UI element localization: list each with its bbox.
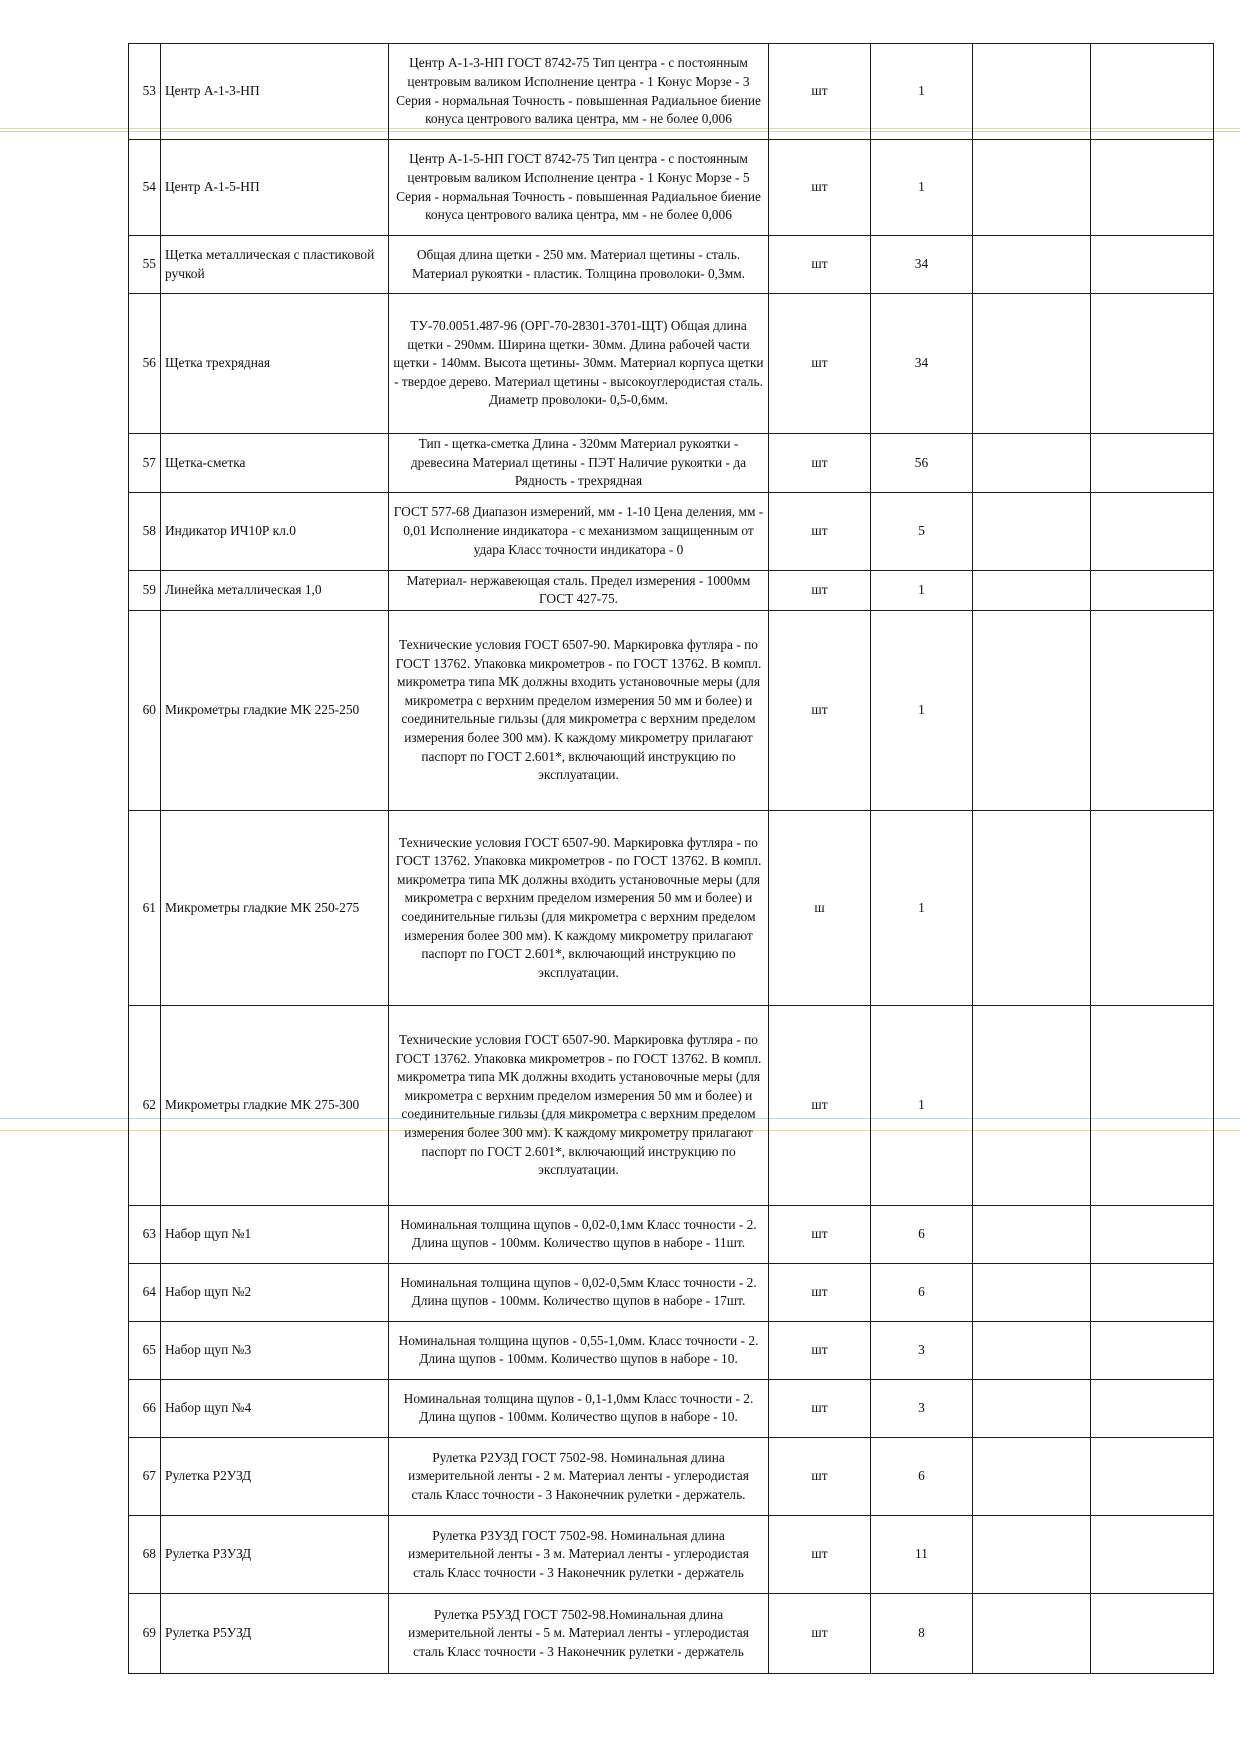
quantity-cell: 34	[871, 236, 973, 294]
empty-cell	[1091, 1205, 1214, 1263]
empty-cell	[973, 1005, 1091, 1205]
quantity-cell: 6	[871, 1205, 973, 1263]
quantity-cell: 1	[871, 44, 973, 140]
table-row	[129, 1321, 1214, 1379]
item-name-cell: Набор щуп №2	[161, 1263, 389, 1321]
item-name-cell: Набор щуп №1	[161, 1205, 389, 1263]
quantity-cell: 5	[871, 492, 973, 570]
table-row	[129, 810, 1214, 1005]
item-description-cell: Рулетка Р2УЗД ГОСТ 7502-98. Номинальная длина измерительной ленты - 2 м. Материал ленты - углеродистая сталь Класс точности - 3 Наконечник рулетки - держатель.	[389, 1437, 769, 1515]
quantity-cell: 3	[871, 1379, 973, 1437]
row-number-cell: 53	[129, 44, 161, 140]
empty-cell	[1091, 294, 1214, 434]
quantity-cell: 6	[871, 1437, 973, 1515]
unit-cell: шт	[769, 1437, 871, 1515]
row-number-cell: 59	[129, 570, 161, 610]
empty-cell	[973, 294, 1091, 434]
empty-cell	[1091, 1005, 1214, 1205]
item-name-cell: Линейка металлическая 1,0	[161, 570, 389, 610]
item-description-cell: Номинальная толщина щупов - 0,02-0,1мм Класс точности - 2. Длина щупов - 100мм. Количество щупов в наборе - 11шт.	[389, 1205, 769, 1263]
item-description-cell: Материал- нержавеющая сталь. Предел измерения - 1000мм ГОСТ 427-75.	[389, 570, 769, 610]
table-row	[129, 1205, 1214, 1263]
row-number-cell: 66	[129, 1379, 161, 1437]
unit-cell: шт	[769, 236, 871, 294]
empty-cell	[1091, 1263, 1214, 1321]
row-number-cell: 58	[129, 492, 161, 570]
row-number-cell: 60	[129, 610, 161, 810]
row-number-cell: 62	[129, 1005, 161, 1205]
empty-cell	[1091, 610, 1214, 810]
table-row	[129, 570, 1214, 610]
empty-cell	[973, 1263, 1091, 1321]
empty-cell	[973, 570, 1091, 610]
unit-cell: шт	[769, 1379, 871, 1437]
empty-cell	[973, 434, 1091, 493]
quantity-cell: 6	[871, 1263, 973, 1321]
empty-cell	[1091, 1321, 1214, 1379]
quantity-cell: 1	[871, 1005, 973, 1205]
item-name-cell: Щетка-сметка	[161, 434, 389, 493]
quantity-cell: 56	[871, 434, 973, 493]
item-name-cell: Микрометры гладкие МК 275-300	[161, 1005, 389, 1205]
empty-cell	[1091, 1437, 1214, 1515]
table-row	[129, 1437, 1214, 1515]
quantity-cell: 1	[871, 140, 973, 236]
row-number-cell: 65	[129, 1321, 161, 1379]
table-row	[129, 140, 1214, 236]
empty-cell	[1091, 236, 1214, 294]
quantity-cell: 8	[871, 1593, 973, 1673]
item-description-cell: Рулетка Р3УЗД ГОСТ 7502-98. Номинальная длина измерительной ленты - 3 м. Материал ленты - углеродистая сталь Класс точности - 3 Наконечник рулетки - держатель	[389, 1515, 769, 1593]
empty-cell	[1091, 44, 1214, 140]
table-row	[129, 1005, 1214, 1205]
item-description-cell: Технические условия ГОСТ 6507-90. Маркировка футляра - по ГОСТ 13762. Упаковка микрометров - по ГОСТ 13762. В компл. микрометра типа МК должны входить установочные меры (для микрометра с верхним пределом измерения 50 мм и более) и соединительные гильзы (для микрометра с верхним пределом измерения более 300 мм). К каждому микрометру прилагают паспорт по ГОСТ 2.601*, включающий инструкцию по эксплуатации.	[389, 610, 769, 810]
item-description-cell: Рулетка Р5УЗД ГОСТ 7502-98.Номинальная длина измерительной ленты - 5 м. Материал ленты - углеродистая сталь Класс точности - 3 Наконечник рулетки - держатель	[389, 1593, 769, 1673]
table-row	[129, 1593, 1214, 1673]
quantity-cell: 34	[871, 294, 973, 434]
item-name-cell: Индикатор ИЧ10Р кл.0	[161, 492, 389, 570]
unit-cell: шт	[769, 1005, 871, 1205]
item-name-cell: Набор щуп №3	[161, 1321, 389, 1379]
row-number-cell: 55	[129, 236, 161, 294]
row-number-cell: 67	[129, 1437, 161, 1515]
empty-cell	[1091, 1593, 1214, 1673]
empty-cell	[973, 1515, 1091, 1593]
empty-cell	[1091, 140, 1214, 236]
unit-cell: шт	[769, 1321, 871, 1379]
row-number-cell: 61	[129, 810, 161, 1005]
table-row	[129, 610, 1214, 810]
table-row	[129, 294, 1214, 434]
item-name-cell: Щетка металлическая с пластиковой ручкой	[161, 236, 389, 294]
item-description-cell: Центр А-1-5-НП ГОСТ 8742-75 Тип центра - с постоянным центровым валиком Исполнение центра - 1 Конус Морзе - 5 Серия - нормальная Точность - повышенная Радиальное биение конуса центрового валика центра, мм - не более 0,006	[389, 140, 769, 236]
empty-cell	[973, 1593, 1091, 1673]
item-name-cell: Микрометры гладкие МК 225-250	[161, 610, 389, 810]
quantity-cell: 1	[871, 610, 973, 810]
table-row	[129, 1263, 1214, 1321]
empty-cell	[973, 810, 1091, 1005]
unit-cell: шт	[769, 1205, 871, 1263]
unit-cell: шт	[769, 1593, 871, 1673]
unit-cell: шт	[769, 492, 871, 570]
table-row	[129, 492, 1214, 570]
item-description-cell: Тип - щетка-сметка Длина - 320мм Материал рукоятки - древесина Материал щетины - ПЭТ Наличие рукоятки - да Рядность - трехрядная	[389, 434, 769, 493]
item-description-cell: ТУ-70.0051.487-96 (ОРГ-70-28301-3701-ЩТ) Общая длина щетки - 290мм. Ширина щетки- 30мм. Длина рабочей части щетки - 140мм. Высота щетины- 30мм. Материал корпуса щетки - твердое дерево. Материал щетины - высокоуглеродистая сталь. Диаметр проволоки- 0,5-0,6мм.	[389, 294, 769, 434]
item-description-cell: Номинальная толщина щупов - 0,55-1,0мм. Класс точности - 2. Длина щупов - 100мм. Количество щупов в наборе - 10.	[389, 1321, 769, 1379]
item-description-cell: Номинальная толщина щупов - 0,1-1,0мм Класс точности - 2. Длина щупов - 100мм. Количество щупов в наборе - 10.	[389, 1379, 769, 1437]
item-description-cell: ГОСТ 577-68 Диапазон измерений, мм - 1-10 Цена деления, мм - 0,01 Исполнение индикатора - с механизмом защищенным от удара Класс точности индикатора - 0	[389, 492, 769, 570]
table-row	[129, 44, 1214, 140]
unit-cell: шт	[769, 294, 871, 434]
table-row	[129, 434, 1214, 493]
empty-cell	[973, 140, 1091, 236]
empty-cell	[1091, 1515, 1214, 1593]
empty-cell	[973, 1437, 1091, 1515]
empty-cell	[973, 236, 1091, 294]
row-number-cell: 64	[129, 1263, 161, 1321]
table-row	[129, 236, 1214, 294]
quantity-cell: 1	[871, 810, 973, 1005]
item-description-cell: Технические условия ГОСТ 6507-90. Маркировка футляра - по ГОСТ 13762. Упаковка микрометров - по ГОСТ 13762. В компл. микрометра типа МК должны входить установочные меры (для микрометра с верхним пределом измерения 50 мм и более) и соединительные гильзы (для микрометра с верхним пределом измерения более 300 мм). К каждому микрометру прилагают паспорт по ГОСТ 2.601*, включающий инструкцию по эксплуатации.	[389, 810, 769, 1005]
unit-cell: шт	[769, 1515, 871, 1593]
empty-cell	[1091, 1379, 1214, 1437]
empty-cell	[973, 1321, 1091, 1379]
row-number-cell: 69	[129, 1593, 161, 1673]
row-number-cell: 68	[129, 1515, 161, 1593]
item-name-cell: Микрометры гладкие МК 250-275	[161, 810, 389, 1005]
table-row	[129, 1515, 1214, 1593]
empty-cell	[1091, 492, 1214, 570]
unit-cell: шт	[769, 1263, 871, 1321]
item-name-cell: Рулетка Р2УЗД	[161, 1437, 389, 1515]
specification-table	[128, 43, 1214, 1674]
quantity-cell: 11	[871, 1515, 973, 1593]
row-number-cell: 56	[129, 294, 161, 434]
empty-cell	[1091, 434, 1214, 493]
item-name-cell: Рулетка Р3УЗД	[161, 1515, 389, 1593]
row-number-cell: 54	[129, 140, 161, 236]
item-name-cell: Набор щуп №4	[161, 1379, 389, 1437]
row-number-cell: 57	[129, 434, 161, 493]
row-number-cell: 63	[129, 1205, 161, 1263]
item-name-cell: Щетка трехрядная	[161, 294, 389, 434]
item-description-cell: Центр А-1-3-НП ГОСТ 8742-75 Тип центра - с постоянным центровым валиком Исполнение центра - 1 Конус Морзе - 3 Серия - нормальная Точность - повышенная Радиальное биение конуса центрового валика центра, мм - не более 0,006	[389, 44, 769, 140]
unit-cell: шт	[769, 570, 871, 610]
quantity-cell: 1	[871, 570, 973, 610]
item-description-cell: Общая длина щетки - 250 мм. Материал щетины - сталь. Материал рукоятки - пластик. Толщина проволоки- 0,3мм.	[389, 236, 769, 294]
unit-cell: ш	[769, 810, 871, 1005]
item-description-cell: Номинальная толщина щупов - 0,02-0,5мм Класс точности - 2. Длина щупов - 100мм. Количество щупов в наборе - 17шт.	[389, 1263, 769, 1321]
specification-table-body	[129, 44, 1214, 1674]
table-row	[129, 1379, 1214, 1437]
empty-cell	[1091, 570, 1214, 610]
unit-cell: шт	[769, 434, 871, 493]
empty-cell	[973, 610, 1091, 810]
empty-cell	[973, 492, 1091, 570]
unit-cell: шт	[769, 140, 871, 236]
item-name-cell: Центр А-1-5-НП	[161, 140, 389, 236]
empty-cell	[1091, 810, 1214, 1005]
item-name-cell: Центр А-1-3-НП	[161, 44, 389, 140]
item-name-cell: Рулетка Р5УЗД	[161, 1593, 389, 1673]
unit-cell: шт	[769, 44, 871, 140]
item-description-cell: Технические условия ГОСТ 6507-90. Маркировка футляра - по ГОСТ 13762. Упаковка микрометров - по ГОСТ 13762. В компл. микрометра типа МК должны входить установочные меры (для микрометра с верхним пределом измерения 50 мм и более) и соединительные гильзы (для микрометра с верхним пределом измерения более 300 мм). К каждому микрометру прилагают паспорт по ГОСТ 2.601*, включающий инструкцию по эксплуатации.	[389, 1005, 769, 1205]
quantity-cell: 3	[871, 1321, 973, 1379]
empty-cell	[973, 1205, 1091, 1263]
unit-cell: шт	[769, 610, 871, 810]
empty-cell	[973, 44, 1091, 140]
empty-cell	[973, 1379, 1091, 1437]
